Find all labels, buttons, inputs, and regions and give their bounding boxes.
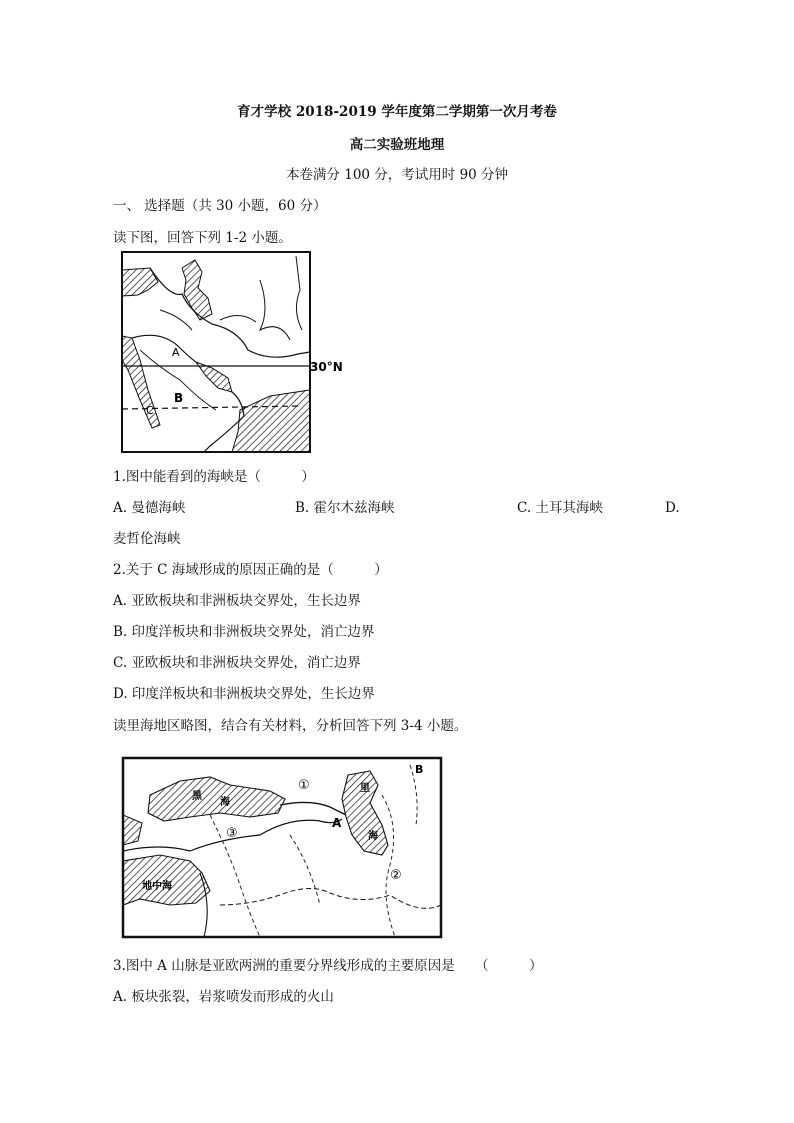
map2-circle-1: ①: [298, 778, 310, 793]
map1-label-c: C: [146, 404, 154, 417]
q1-option-c: C. 土耳其海峡: [517, 500, 603, 516]
q3-option-a: A. 板块张裂，岩浆喷发而形成的火山: [113, 989, 334, 1005]
q2-option-b: B. 印度洋板块和非洲板块交界处，消亡边界: [113, 624, 375, 640]
section-heading: 一、 选择题（共 30 小题，60 分）: [113, 198, 327, 214]
q2-option-c: C. 亚欧板块和非洲板块交界处，消亡边界: [113, 655, 361, 671]
q1-stem: 1.图中能看到的海峡是（ ）: [113, 469, 315, 485]
q1-option-d-text: 麦哲伦海峡: [113, 531, 181, 547]
map1-label-b: B: [174, 391, 184, 405]
map1-label-a: A: [172, 346, 180, 359]
q2-stem: 2.关于 C 海域形成的原因正确的是（ ）: [113, 562, 388, 578]
map2-circle-3: ③: [226, 826, 238, 841]
map2-caspian-1: 里: [360, 783, 370, 794]
map2-med-sea: 地中海: [142, 881, 172, 892]
intro-1-2: 读下图，回答下列 1-2 小题。: [113, 230, 292, 246]
class-title: 高二实验班地理: [349, 137, 445, 153]
caspian-region-map: [120, 755, 445, 940]
lat-30n-label: 30°N: [310, 360, 343, 374]
q1-option-b: B. 霍尔木兹海峡: [295, 500, 395, 516]
intro-3-4: 读里海地区略图，结合有关材料，分析回答下列 3-4 小题。: [113, 718, 468, 734]
q1-option-a: A. 曼德海峡: [113, 500, 186, 516]
school-title: 育才学校 2018-2019 学年度第二学期第一次月考卷: [237, 104, 557, 120]
map2-black-sea-1: 黑: [192, 791, 202, 802]
middle-east-map: [120, 250, 350, 455]
map2-label-b: B: [415, 763, 424, 776]
map2-caspian-2: 海: [368, 831, 378, 842]
q2-option-a: A. 亚欧板块和非洲板块交界处，生长边界: [113, 593, 361, 609]
map2-label-a: A: [332, 816, 342, 830]
q3-stem: 3.图中 A 山脉是亚欧两洲的重要分界线形成的主要原因是 （ ）: [113, 958, 543, 974]
map2-circle-2: ②: [390, 868, 402, 883]
q2-option-d: D. 印度洋板块和非洲板块交界处，生长边界: [113, 686, 375, 702]
exam-info: 本卷满分 100 分，考试用时 90 分钟: [285, 167, 509, 183]
q1-option-d: D.: [665, 500, 680, 516]
map2-black-sea-2: 海: [220, 797, 230, 808]
